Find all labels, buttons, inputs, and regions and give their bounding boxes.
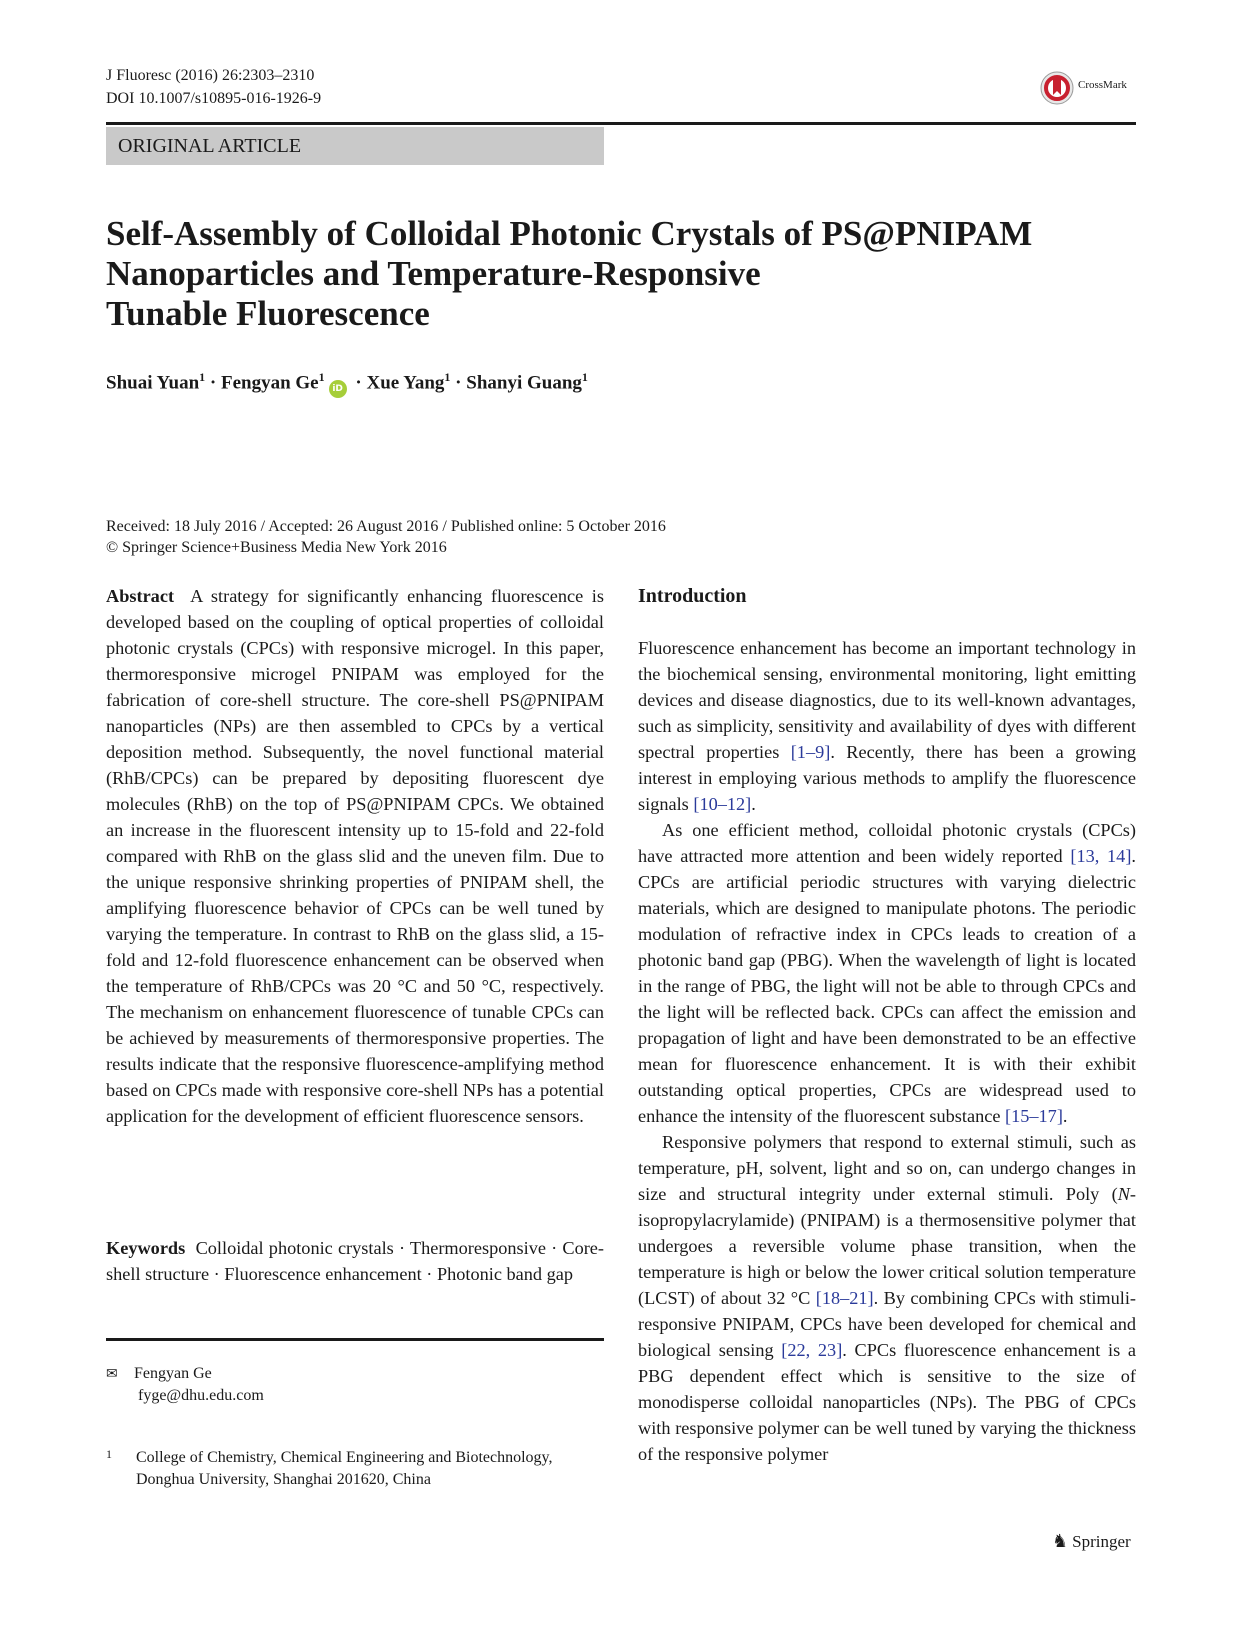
author-affil-sup: 1 <box>444 370 451 384</box>
author-name[interactable]: Fengyan Ge <box>220 372 319 394</box>
crossmark-icon <box>1040 71 1074 105</box>
text-run: . <box>1062 1106 1068 1126</box>
author-affil-sup: 1 <box>318 370 325 384</box>
springer-horse-icon: ♞ <box>1052 1531 1069 1552</box>
correspondence-block <box>106 1363 264 1407</box>
intro-paragraph <box>638 817 1136 1129</box>
affiliation-line: Donghua University, Shanghai 201620, China <box>136 1471 431 1488</box>
corresponding-author: Fengyan Ge <box>134 1365 212 1382</box>
doi[interactable]: DOI 10.1007/s10895-016-1926-9 <box>106 90 322 107</box>
abstract-heading: Abstract <box>106 586 175 606</box>
text-run: . By combining CPCs with stimuli-responsive PNIPAM, CPCs have been developed for chemical and biological sensing <box>638 1288 1136 1360</box>
citation-link[interactable]: [18–21] <box>815 1288 874 1308</box>
header-rule <box>106 122 1136 125</box>
author-name[interactable]: Shanyi Guang <box>466 372 582 394</box>
text-run: . Recently, there has been a growing interest in employing various methods to amplify the fluorescence signals <box>638 742 1137 814</box>
text-run: Responsive polymers that respond to external stimuli, such as temperature, pH, solvent, light and so on, can undergo changes in size and structural integrity under external stimuli. Poly ( <box>638 1132 1136 1204</box>
introduction-heading: Introduction <box>638 585 747 607</box>
author-separator: · <box>450 372 467 394</box>
author-separator: · <box>350 372 367 394</box>
journal-info <box>106 64 321 110</box>
keywords-text: Colloidal photonic crystals · Thermoresponsive · Core-shell structure · Fluorescence enhancement · Photonic band gap <box>106 1238 605 1284</box>
citation-link[interactable]: [22, 23] <box>781 1340 843 1360</box>
citation-link[interactable]: [13, 14] <box>1070 846 1132 866</box>
author-separator: · <box>205 372 221 394</box>
text-run: . CPCs are artificial periodic structures with varying dielectric materials, which are designed to manipulate photons. The periodic modulation of refractive index in CPCs leads to creation of a photonic band gap (PBG). When the wavelength of light is located in the range of PBG, the light will not be able to through CPCs and the light will be reflected back. CPCs can affect the emission and propagation of light and have been demonstrated to be an effective mean for fluorescence enhancement. It is with their exhibit outstanding optical properties, CPCs are widespread used to enhance the intensity of the fluorescent substance <box>638 846 1136 1126</box>
history-dates: Received: 18 July 2016 / Accepted: 26 August 2016 / Published online: 5 October 2016 <box>106 518 666 535</box>
author-affil-sup: 1 <box>199 370 206 384</box>
footnote-rule <box>106 1338 604 1341</box>
citation-link[interactable]: [15–17] <box>1005 1106 1063 1126</box>
introduction-section <box>638 583 1136 1467</box>
title-line: Nanoparticles and Temperature-Responsive <box>106 254 761 293</box>
copyright-line: © Springer Science+Business Media New York 2016 <box>106 539 447 556</box>
text-run: . CPCs fluorescence enhancement is a PBG dependent effect which is sensitive to the size of monodisperse colloidal nanoparticles (NPs). The PBG of CPCs with responsive polymer can be well tuned by varying the thickness of the responsive polymer <box>638 1340 1136 1464</box>
text-run: -isopropylacrylamide) (PNIPAM) is a thermosensitive polymer that undergoes a reversible volume phase transition, when the temperature is high or below the lower critical solution temperature (LCST) of about 32 °C <box>638 1184 1136 1308</box>
affiliation-number: 1 <box>106 1447 112 1461</box>
journal-citation: J Fluoresc (2016) 26:2303–2310 <box>106 67 315 84</box>
article-title <box>106 214 1146 334</box>
text-run: Fluorescence enhancement has become an important technology in the biochemical sensing, environmental monitoring, light emitting devices and disease diagnostics, due to its well-known advantages, such as simplicity, sensitivity and availability of dyes with different spectral properties <box>638 638 1136 762</box>
text-run: As one efficient method, colloidal photonic crystals (CPCs) have attracted more attention and been widely reported <box>638 820 1136 866</box>
text-run-italic: N <box>1117 1184 1130 1204</box>
article-type-banner: ORIGINAL ARTICLE <box>106 127 604 165</box>
orcid-icon[interactable]: iD <box>329 380 347 398</box>
citation-link[interactable]: [1–9] <box>790 742 831 762</box>
text-run: . <box>751 794 756 814</box>
author-name[interactable]: Xue Yang <box>366 372 445 394</box>
publisher-name: Springer <box>1072 1532 1131 1551</box>
abstract-text: A strategy for significantly enhancing fluorescence is developed based on the coupling of optical properties of colloidal photonic crystals (CPCs) with responsive microgel. In this paper, thermoresponsive microgel PNIPAM was employed for the fabrication of core-shell structure. The core-shell PS@PNIPAM nanoparticles (NPs) are then assembled to CPCs by a vertical deposition method. Subsequently, the novel functional material (RhB/CPCs) can be prepared by depositing fluorescent dye molecules (RhB) on the top of PS@PNIPAM CPCs. We obtained an increase in the fluorescent intensity up to 15-fold and 22-fold compared with RhB on the glass slid and the uneven film. Due to the unique responsive shrinking properties of PNIPAM shell, the amplifying fluorescence behavior of CPCs can be well tuned by varying the temperature. In contrast to RhB on the glass slid, a 15-fold and 12-fold fluorescence enhancement can be observed when the temperature of RhB/CPCs was 20 °C and 50 °C, respectively. The mechanism on enhancement fluorescence of tunable CPCs can be achieved by measurements of thermoresponsive properties. The results indicate that the responsive fluorescence-amplifying method based on CPCs made with responsive core-shell NPs has a potential application for the development of efficient fluorescence sensors. <box>106 586 604 1126</box>
title-line: Self-Assembly of Colloidal Photonic Crystals of PS@PNIPAM <box>106 214 1033 253</box>
publication-dates <box>106 516 666 558</box>
author-affil-sup: 1 <box>581 370 588 384</box>
publisher-logo <box>1052 1531 1131 1552</box>
keywords-section <box>106 1235 604 1287</box>
citation-link[interactable]: [10–12] <box>693 794 752 814</box>
author-name[interactable]: Shuai Yuan <box>106 372 200 394</box>
crossmark-badge[interactable] <box>1040 68 1140 108</box>
affiliation-block <box>106 1443 553 1491</box>
author-list <box>106 370 588 398</box>
title-line: Tunable Fluorescence <box>106 294 430 333</box>
crossmark-label: CrossMark <box>1078 79 1127 91</box>
intro-paragraph <box>638 635 1136 817</box>
abstract-section <box>106 583 604 1129</box>
corresponding-email[interactable]: fyge@dhu.edu.com <box>138 1387 264 1404</box>
affiliation-line: College of Chemistry, Chemical Engineering and Biotechnology, <box>136 1449 553 1466</box>
intro-paragraph <box>638 1129 1136 1467</box>
keywords-heading: Keywords <box>106 1238 186 1258</box>
envelope-icon: ✉ <box>106 1366 118 1382</box>
